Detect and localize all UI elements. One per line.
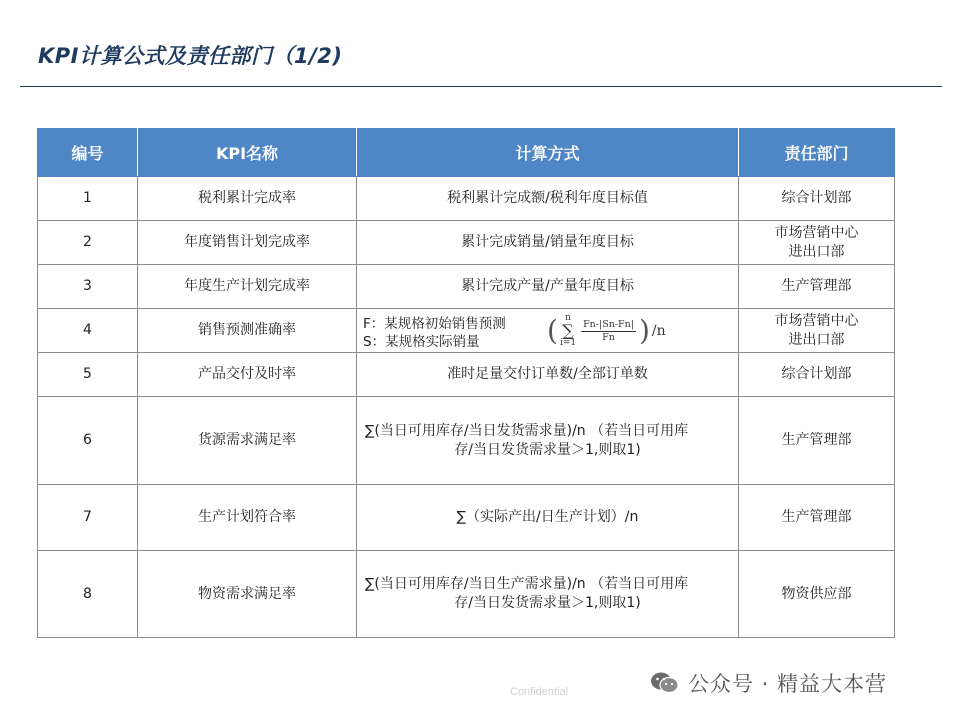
table-row: [38, 353, 895, 397]
denominator: Fn: [602, 331, 615, 343]
header-department: 责任部门: [739, 129, 895, 177]
cell-number: 7: [38, 485, 138, 551]
table-row: [38, 397, 895, 485]
cell-kpi-name: 年度生产计划完成率: [138, 265, 357, 309]
watermark: [650, 668, 887, 698]
definition-s: S：某规格实际销量: [363, 334, 480, 350]
cell-number: 6: [38, 397, 138, 485]
department-line: 市场营销中心: [774, 312, 859, 329]
method-line: ∑(当日可用库存/当日生产需求量)/n （若当日可用库: [365, 576, 689, 592]
cell-number: 1: [38, 177, 138, 221]
cell-number: 2: [38, 221, 138, 265]
cell-method: [357, 309, 739, 353]
method-line: 存/当日发货需求量＞1,则取1): [454, 441, 641, 458]
table-row: [38, 221, 895, 265]
cell-kpi-name: 年度销售计划完成率: [138, 221, 357, 265]
page-title: KPI计算公式及责任部门（1/2): [38, 44, 343, 68]
table-row: [38, 551, 895, 638]
header-kpi-name: KPI名称: [138, 129, 357, 177]
method-line: ∑(当日可用库存/当日发货需求量)/n （若当日可用库: [365, 422, 689, 439]
cell-department: [739, 221, 895, 265]
table-row: [38, 485, 895, 551]
left-paren: (: [547, 314, 558, 347]
cell-method: ∑（实际产出/日生产计划）/n: [357, 485, 739, 551]
right-paren: ): [638, 314, 650, 347]
cell-department: 物资供应部: [739, 551, 895, 638]
watermark-text: 公众号 · 精益大本营: [688, 672, 888, 696]
accuracy-formula: [547, 314, 666, 348]
cell-kpi-name: 税利累计完成率: [138, 177, 357, 221]
cell-kpi-name: 销售预测准确率: [138, 309, 357, 353]
cell-department: 生产管理部: [739, 265, 895, 309]
cell-method: [357, 551, 739, 638]
sum-lower: i=1: [559, 338, 577, 348]
department-line: 进出口部: [788, 331, 845, 348]
confidential-label: Confidential: [510, 686, 569, 698]
cell-method: 税利累计完成额/税利年度目标值: [357, 177, 739, 221]
cell-kpi-name: 货源需求满足率: [138, 397, 357, 485]
cell-method: 累计完成产量/产量年度目标: [357, 265, 739, 309]
cell-method: 准时足量交付订单数/全部订单数: [357, 353, 739, 397]
definition-f: F：某规格初始销售预测: [363, 316, 506, 332]
cell-method: [357, 397, 739, 485]
header-number: 编号: [38, 129, 138, 177]
summation: [560, 314, 576, 348]
cell-department: 生产管理部: [739, 485, 895, 551]
cell-kpi-name: 生产计划符合率: [138, 485, 357, 551]
cell-department: 综合计划部: [739, 353, 895, 397]
table-row: [38, 265, 895, 309]
method-line: 存/当日发货需求量＞1,则取1): [454, 595, 641, 611]
department-line: 市场营销中心: [774, 224, 859, 241]
table-row: [38, 177, 895, 221]
cell-number: 8: [38, 551, 138, 638]
fraction: [581, 319, 636, 344]
cell-kpi-name: 物资需求满足率: [138, 551, 357, 638]
table-header-row: [38, 129, 895, 177]
table-row: [38, 309, 895, 353]
cell-department: 生产管理部: [739, 397, 895, 485]
sigma-icon: ∑: [562, 321, 574, 340]
cell-method: 累计完成销量/销量年度目标: [357, 221, 739, 265]
cell-number: 3: [38, 265, 138, 309]
numerator: Fn-|Sn-Fn|: [583, 318, 634, 330]
cell-number: 4: [38, 309, 138, 353]
wechat-icon: [650, 671, 680, 695]
kpi-table: [37, 128, 895, 638]
header-calculation: 计算方式: [357, 129, 739, 177]
cell-department: [739, 309, 895, 353]
sum-upper: n: [565, 313, 571, 323]
cell-number: 5: [38, 353, 138, 397]
department-line: 进出口部: [788, 243, 845, 260]
title-divider: [20, 86, 942, 87]
cell-kpi-name: 产品交付及时率: [138, 353, 357, 397]
cell-department: 综合计划部: [739, 177, 895, 221]
formula-suffix: /n: [651, 322, 666, 339]
formula-definitions: [363, 315, 506, 351]
